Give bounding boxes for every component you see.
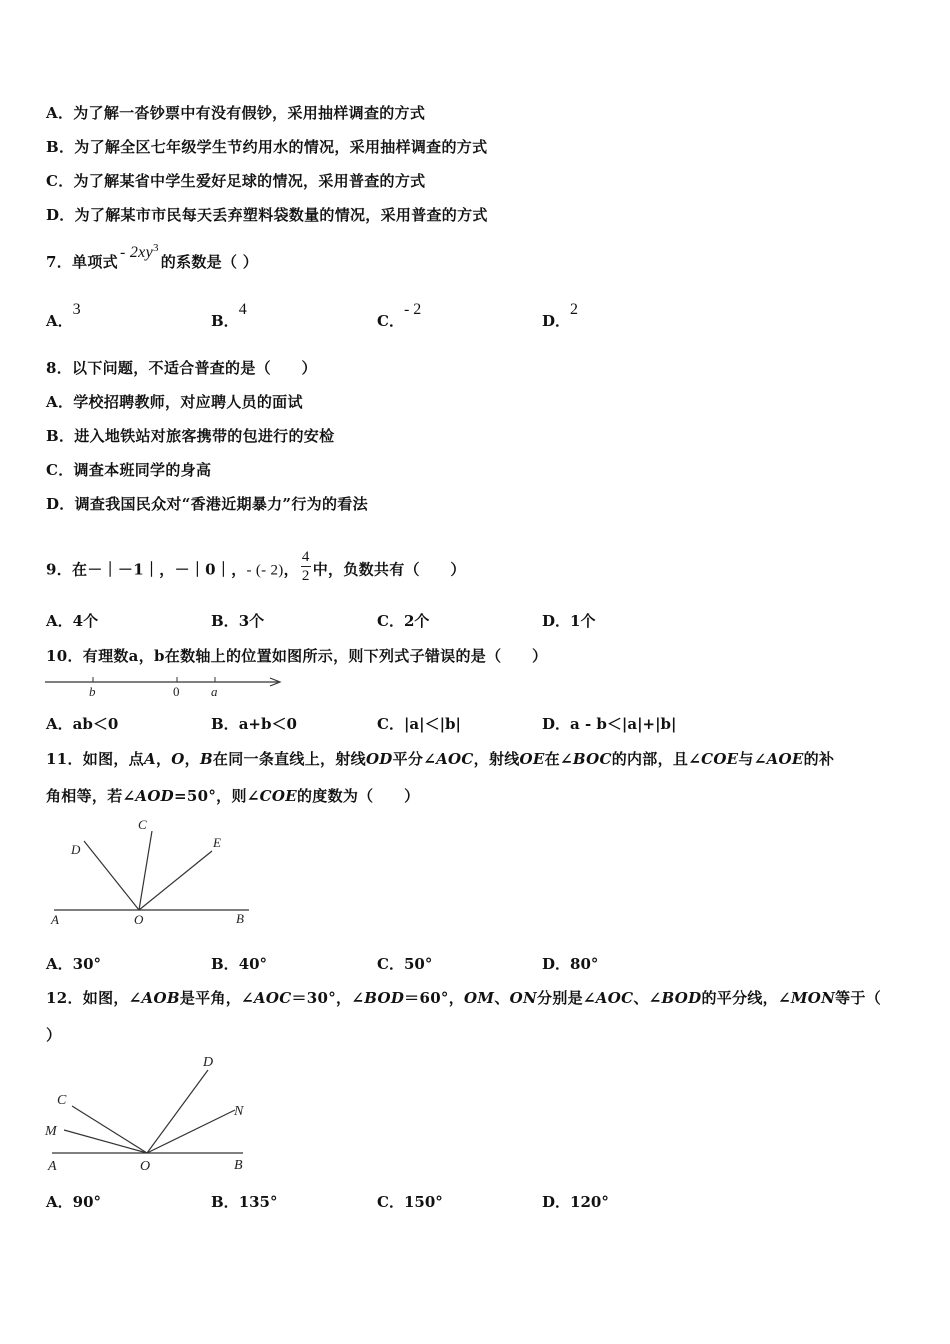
- q12-option-c-label: C．: [377, 1193, 404, 1211]
- q12-text: BOD: [661, 989, 702, 1007]
- q11-text: BOC: [572, 750, 612, 768]
- q12-stem-line2: ）: [46, 1026, 62, 1044]
- q9-option-c-value: 2个: [403, 612, 430, 630]
- q11-text: ，: [155, 750, 172, 768]
- q6-option-d: D．为了解某市市民每天丢弃塑料袋数量的情况，采用普查的方式: [46, 206, 488, 224]
- q12-text: 、∠: [633, 989, 662, 1007]
- q8-option-d: D．调查我国民众对“香港近期暴力”行为的看法: [46, 495, 368, 513]
- q7-option-d-label: D．: [542, 312, 571, 330]
- q9-option-c-label: C．: [377, 612, 404, 630]
- q11-text: AOC: [436, 750, 474, 768]
- q8-stem: 8．以下问题，不适合普查的是（ ）: [46, 359, 317, 377]
- q11-option-b-value: 40°: [238, 955, 268, 973]
- q8-option-c: C．调查本班同学的身高: [46, 461, 212, 479]
- q7-option-c-label: C．: [377, 312, 404, 330]
- q11-text: ，: [184, 750, 200, 768]
- q12-text: 是平角，∠: [179, 989, 254, 1007]
- q11-option-c-label: C．: [377, 955, 404, 973]
- q12-option-b-value: 135°: [238, 1193, 278, 1211]
- q9-fraction: [301, 548, 311, 585]
- q7-monomial-base: - 2xy: [119, 244, 153, 261]
- q9-comma: ，: [283, 560, 299, 579]
- q7-prefix: 7．单项式: [46, 253, 118, 271]
- q7-option-a-value: 3: [72, 301, 81, 318]
- q6-option-b: B．为了解全区七年级学生节约用水的情况，采用抽样调查的方式: [46, 138, 488, 156]
- q9-stem: [46, 549, 466, 589]
- q12-option-c: [377, 1191, 443, 1212]
- q7-monomial-exp: 3: [152, 242, 159, 254]
- q12-label-c: C: [57, 1093, 67, 1108]
- q11-option-d-value: 80°: [570, 955, 599, 973]
- q12-label-o: O: [140, 1159, 151, 1174]
- q11-ray-oe: [139, 851, 212, 910]
- q9-prefix: 9．在－｜－1｜，－｜0｜，: [46, 560, 247, 579]
- q7-option-a-label: A．: [46, 312, 73, 330]
- q9-suffix: 中，负数共有（ ）: [312, 560, 466, 579]
- q11-text: B: [199, 750, 213, 768]
- q12-text: AOC: [253, 989, 292, 1007]
- q11-label-o: O: [134, 912, 144, 927]
- q12-option-b: [211, 1191, 278, 1212]
- q11-text: 的度数为（ ）: [296, 787, 420, 805]
- q12-ray-on: [147, 1110, 235, 1153]
- q10-option-c: [377, 713, 461, 734]
- q12-option-d-label: D．: [542, 1193, 571, 1211]
- q10-stem: 10．有理数a，b在数轴上的位置如图所示，则下列式子错误的是（ ）: [46, 647, 548, 665]
- q11-text: A: [143, 750, 156, 768]
- q10-label-zero: 0: [173, 684, 180, 699]
- q9-expr: - (- 2): [246, 562, 284, 579]
- q7-monomial: [120, 243, 159, 261]
- q9-option-c: [377, 610, 429, 631]
- q11-option-b-label: B．: [211, 955, 239, 973]
- q12-option-a-label: A．: [46, 1193, 73, 1211]
- q11-stem-line1: [46, 748, 834, 769]
- q12-figure: [40, 1050, 265, 1175]
- q12-option-a: [46, 1191, 101, 1212]
- q10-option-b-label: B．: [211, 715, 239, 733]
- q12-text: 等于（: [835, 989, 882, 1007]
- q12-text: 分别是∠: [537, 989, 596, 1007]
- q12-label-n: N: [234, 1104, 244, 1119]
- q7-suffix: 的系数是（ ）: [160, 253, 259, 271]
- q12-text: ON: [509, 989, 538, 1007]
- q10-label-a: a: [211, 684, 218, 699]
- q11-option-a-value: 30°: [72, 955, 102, 973]
- q11-option-d: [542, 953, 598, 974]
- q11-text: 的补: [803, 750, 835, 768]
- q10-option-a-value: ab＜0: [72, 715, 119, 733]
- q10-option-d: [542, 713, 677, 734]
- q7-option-c-value: - 2: [403, 301, 422, 318]
- q7-option-d: [542, 301, 579, 331]
- q7-option-c: [377, 301, 422, 331]
- q7-option-d-value: 2: [570, 301, 579, 318]
- q11-ray-od: [84, 841, 139, 910]
- q12-text: 12．如图，∠: [46, 989, 142, 1007]
- q11-label-c: C: [138, 817, 147, 832]
- q11-text: 11．如图，点: [46, 750, 144, 768]
- q6-option-c: C．为了解某省中学生爱好足球的情况，采用普查的方式: [46, 172, 426, 190]
- q7-option-b-label: B．: [211, 312, 239, 330]
- q12-option-b-label: B．: [211, 1193, 239, 1211]
- q11-text: 在同一条直线上，射线: [212, 750, 366, 768]
- q9-option-d: [542, 610, 595, 631]
- q8-option-b: B．进入地铁站对旅客携带的包进行的安检: [46, 427, 335, 445]
- q12-ray-od: [147, 1070, 208, 1153]
- q11-text: 的内部，且∠: [611, 750, 702, 768]
- q12-stem-line1: [46, 987, 881, 1008]
- q11-text: 平分∠: [392, 750, 437, 768]
- q12-label-b: B: [234, 1158, 243, 1173]
- q9-option-b-label: B．: [211, 612, 239, 630]
- q9-option-a: [46, 610, 98, 631]
- q11-text: OD: [365, 750, 393, 768]
- q11-text: COE: [259, 787, 297, 805]
- q11-option-a: [46, 953, 101, 974]
- q11-text: O: [171, 750, 185, 768]
- q11-text: 角相等，若∠: [46, 787, 136, 805]
- q10-option-a-label: A．: [46, 715, 73, 733]
- q7-option-b-value: 4: [238, 301, 247, 318]
- q12-text: AOC: [595, 989, 634, 1007]
- q6-option-a: A．为了解一沓钞票中有没有假钞，采用抽样调查的方式: [46, 104, 426, 122]
- q9-fraction-denominator: 2: [301, 568, 310, 584]
- q12-option-d-value: 120°: [570, 1193, 609, 1211]
- q11-figure: [44, 815, 264, 935]
- q10-number-line: [40, 672, 290, 702]
- q10-option-b: [211, 713, 297, 734]
- q7-stem: [46, 242, 259, 272]
- q12-text: ＝60°，: [404, 989, 465, 1007]
- q11-text: OE: [519, 750, 545, 768]
- q7-option-b: [211, 301, 247, 331]
- q11-text: ，射线: [473, 750, 520, 768]
- q12-text: BOD: [364, 989, 405, 1007]
- q11-label-a: A: [51, 912, 59, 927]
- q12-option-a-value: 90°: [72, 1193, 102, 1211]
- q10-option-b-value: a+b＜0: [238, 715, 297, 733]
- q12-label-a: A: [48, 1159, 57, 1174]
- q11-option-a-label: A．: [46, 955, 73, 973]
- q10-option-c-label: C．: [377, 715, 404, 733]
- q12-label-m: M: [45, 1124, 57, 1139]
- q12-label-d: D: [203, 1055, 214, 1070]
- q11-text: AOD: [135, 787, 174, 805]
- q11-stem-line2: [46, 785, 419, 806]
- q11-label-b: B: [236, 911, 244, 926]
- q11-option-b: [211, 953, 267, 974]
- q11-text: 与∠: [738, 750, 767, 768]
- q12-option-d: [542, 1191, 609, 1212]
- q12-text: OM: [464, 989, 495, 1007]
- q11-option-d-label: D．: [542, 955, 571, 973]
- q11-text: 在∠: [544, 750, 573, 768]
- q12-text: AOB: [141, 989, 180, 1007]
- q9-fraction-numerator: 4: [301, 549, 310, 565]
- q10-label-b: b: [89, 684, 96, 699]
- q9-option-b-value: 3个: [238, 612, 265, 630]
- q11-label-d: D: [71, 842, 81, 857]
- q11-text: =50°，则∠: [174, 787, 260, 805]
- q9-option-d-label: D．: [542, 612, 571, 630]
- q7-option-a: [46, 301, 81, 331]
- q11-text: AOE: [766, 750, 804, 768]
- q11-option-c: [377, 953, 432, 974]
- q10-option-d-value: a - b＜|a|+|b|: [570, 715, 677, 733]
- q10-option-d-label: D．: [542, 715, 571, 733]
- q11-ray-oc: [139, 831, 152, 910]
- q11-option-c-value: 50°: [403, 955, 433, 973]
- q12-text: MON: [790, 989, 836, 1007]
- q12-ray-oc: [72, 1106, 147, 1153]
- q9-option-d-value: 1个: [570, 612, 596, 630]
- q12-text: 的平分线，∠: [701, 989, 791, 1007]
- q12-text: ＝30°，∠: [291, 989, 365, 1007]
- q10-option-c-value: |a|＜|b|: [403, 715, 461, 733]
- q9-option-a-label: A．: [46, 612, 73, 630]
- q9-option-b: [211, 610, 264, 631]
- q9-option-a-value: 4个: [72, 612, 99, 630]
- q12-option-c-value: 150°: [403, 1193, 443, 1211]
- q11-text: COE: [701, 750, 739, 768]
- q10-option-a: [46, 713, 118, 734]
- q8-option-a: A．学校招聘教师，对应聘人员的面试: [46, 393, 303, 411]
- q12-ray-om: [64, 1130, 147, 1153]
- q12-text: 、: [494, 989, 510, 1007]
- q11-label-e: E: [213, 835, 221, 850]
